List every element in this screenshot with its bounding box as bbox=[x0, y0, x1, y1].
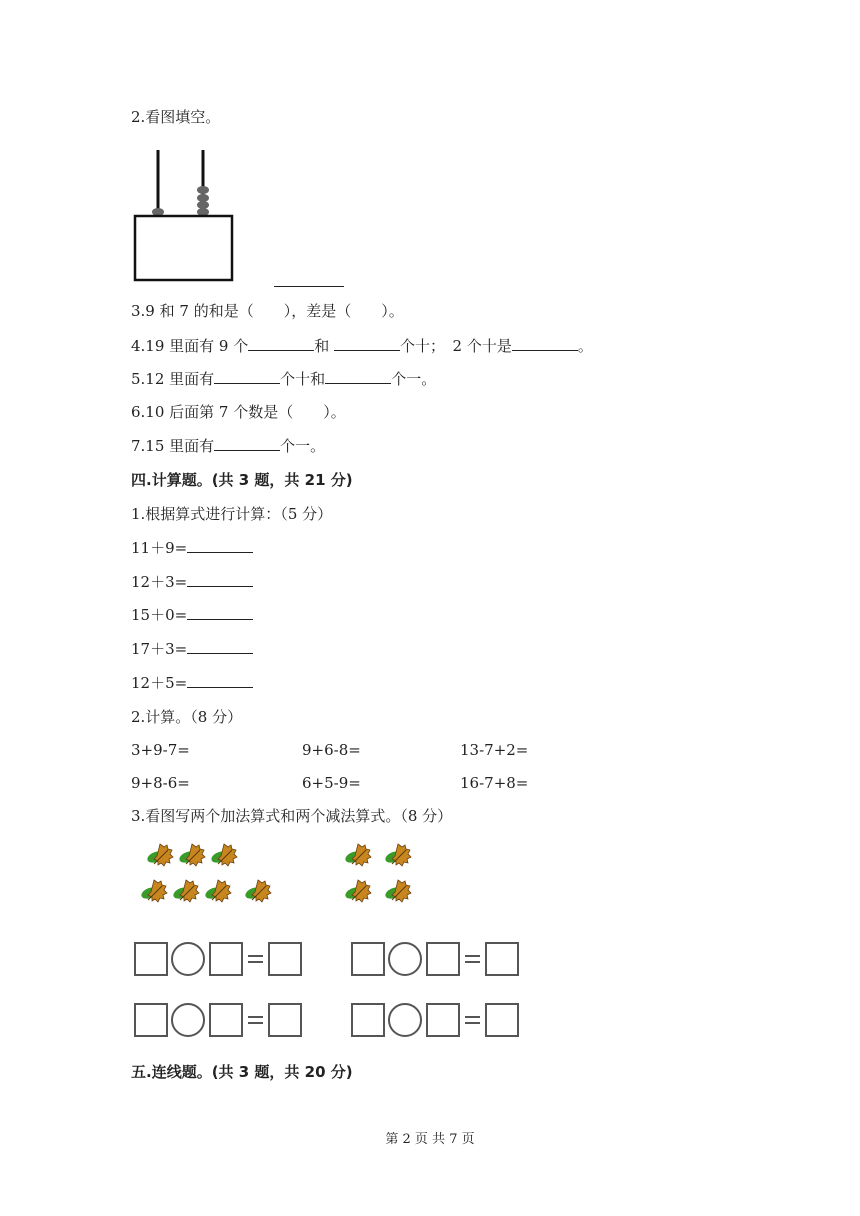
s4q1-blank[interactable] bbox=[187, 605, 253, 620]
q5-part3: 个一。 bbox=[391, 370, 437, 388]
q4-part2: 和 bbox=[314, 337, 335, 355]
page-footer: 第 2 页 共 7 页 bbox=[385, 1132, 475, 1147]
s4q1-blank[interactable] bbox=[187, 538, 253, 553]
s4q1-expr: 15＋0= bbox=[131, 606, 188, 624]
s4q1-expr: 11＋9= bbox=[131, 539, 188, 557]
s4q1-title: 1.根据算式进行计算：（5 分） bbox=[131, 505, 333, 523]
section5-title: 五.连线题。(共 3 题，共 20 分) bbox=[131, 1063, 353, 1081]
s4q2-title: 2.计算。（8 分） bbox=[131, 708, 243, 726]
s4q1-expr: 17＋3= bbox=[131, 640, 188, 658]
q5-line bbox=[131, 369, 436, 389]
s4q1-expr: 12＋5= bbox=[131, 674, 188, 692]
equation-template[interactable] bbox=[350, 940, 520, 978]
s4q3-title: 3.看图写两个加法算式和两个减法算式。（8 分） bbox=[131, 807, 453, 825]
s4q1-item bbox=[131, 538, 253, 558]
equation-template[interactable] bbox=[350, 1001, 520, 1039]
q5-part1: 5.12 里面有 bbox=[131, 370, 215, 388]
q4-blank-2[interactable] bbox=[334, 336, 400, 351]
s4q1-blank[interactable] bbox=[187, 572, 253, 587]
equation-template[interactable] bbox=[133, 940, 303, 978]
section4-title: 四.计算题。(共 3 题，共 21 分) bbox=[131, 471, 353, 489]
q4-blank-1[interactable] bbox=[248, 336, 314, 351]
s4q2-expr: 9+6-8= bbox=[302, 741, 361, 759]
q5-part2: 个十和 bbox=[280, 370, 326, 388]
s4q1-blank[interactable] bbox=[187, 639, 253, 654]
q2-title: 2.看图填空。 bbox=[131, 108, 221, 126]
q6-text: 6.10 后面第 7 个数是（ ）。 bbox=[131, 403, 346, 421]
q4-part3: 个十； 2 个十是 bbox=[400, 337, 512, 355]
q3-text: 3.9 和 7 的和是（ ），差是（ ）。 bbox=[131, 302, 404, 320]
q4-blank-3[interactable] bbox=[512, 336, 578, 351]
s4q2-expr: 6+5-9= bbox=[302, 774, 361, 792]
s4q2-expr: 16-7+8= bbox=[460, 774, 529, 792]
q5-blank-1[interactable] bbox=[214, 369, 280, 384]
q4-line bbox=[131, 336, 593, 356]
s4q1-item bbox=[131, 639, 253, 659]
abacus-figure bbox=[131, 148, 241, 288]
s4q1-expr: 12＋3= bbox=[131, 573, 188, 591]
s4q2-expr: 13-7+2= bbox=[460, 741, 529, 759]
leaves-group-left bbox=[134, 838, 284, 914]
equation-template[interactable] bbox=[133, 1001, 303, 1039]
q7-part1: 7.15 里面有 bbox=[131, 437, 215, 455]
s4q1-item bbox=[131, 572, 253, 592]
q4-part4: 。 bbox=[577, 337, 593, 355]
q7-blank[interactable] bbox=[214, 436, 280, 451]
q2-answer-blank[interactable] bbox=[274, 286, 344, 287]
s4q2-expr: 9+8-6= bbox=[131, 774, 190, 792]
q7-part2: 个一。 bbox=[280, 437, 326, 455]
q7-line bbox=[131, 436, 325, 456]
q5-blank-2[interactable] bbox=[325, 369, 391, 384]
q4-part1: 4.19 里面有 9 个 bbox=[131, 337, 249, 355]
s4q2-expr: 3+9-7= bbox=[131, 741, 190, 759]
s4q1-item bbox=[131, 673, 253, 693]
s4q1-item bbox=[131, 605, 253, 625]
leaves-group-right bbox=[340, 838, 420, 914]
s4q1-blank[interactable] bbox=[187, 673, 253, 688]
